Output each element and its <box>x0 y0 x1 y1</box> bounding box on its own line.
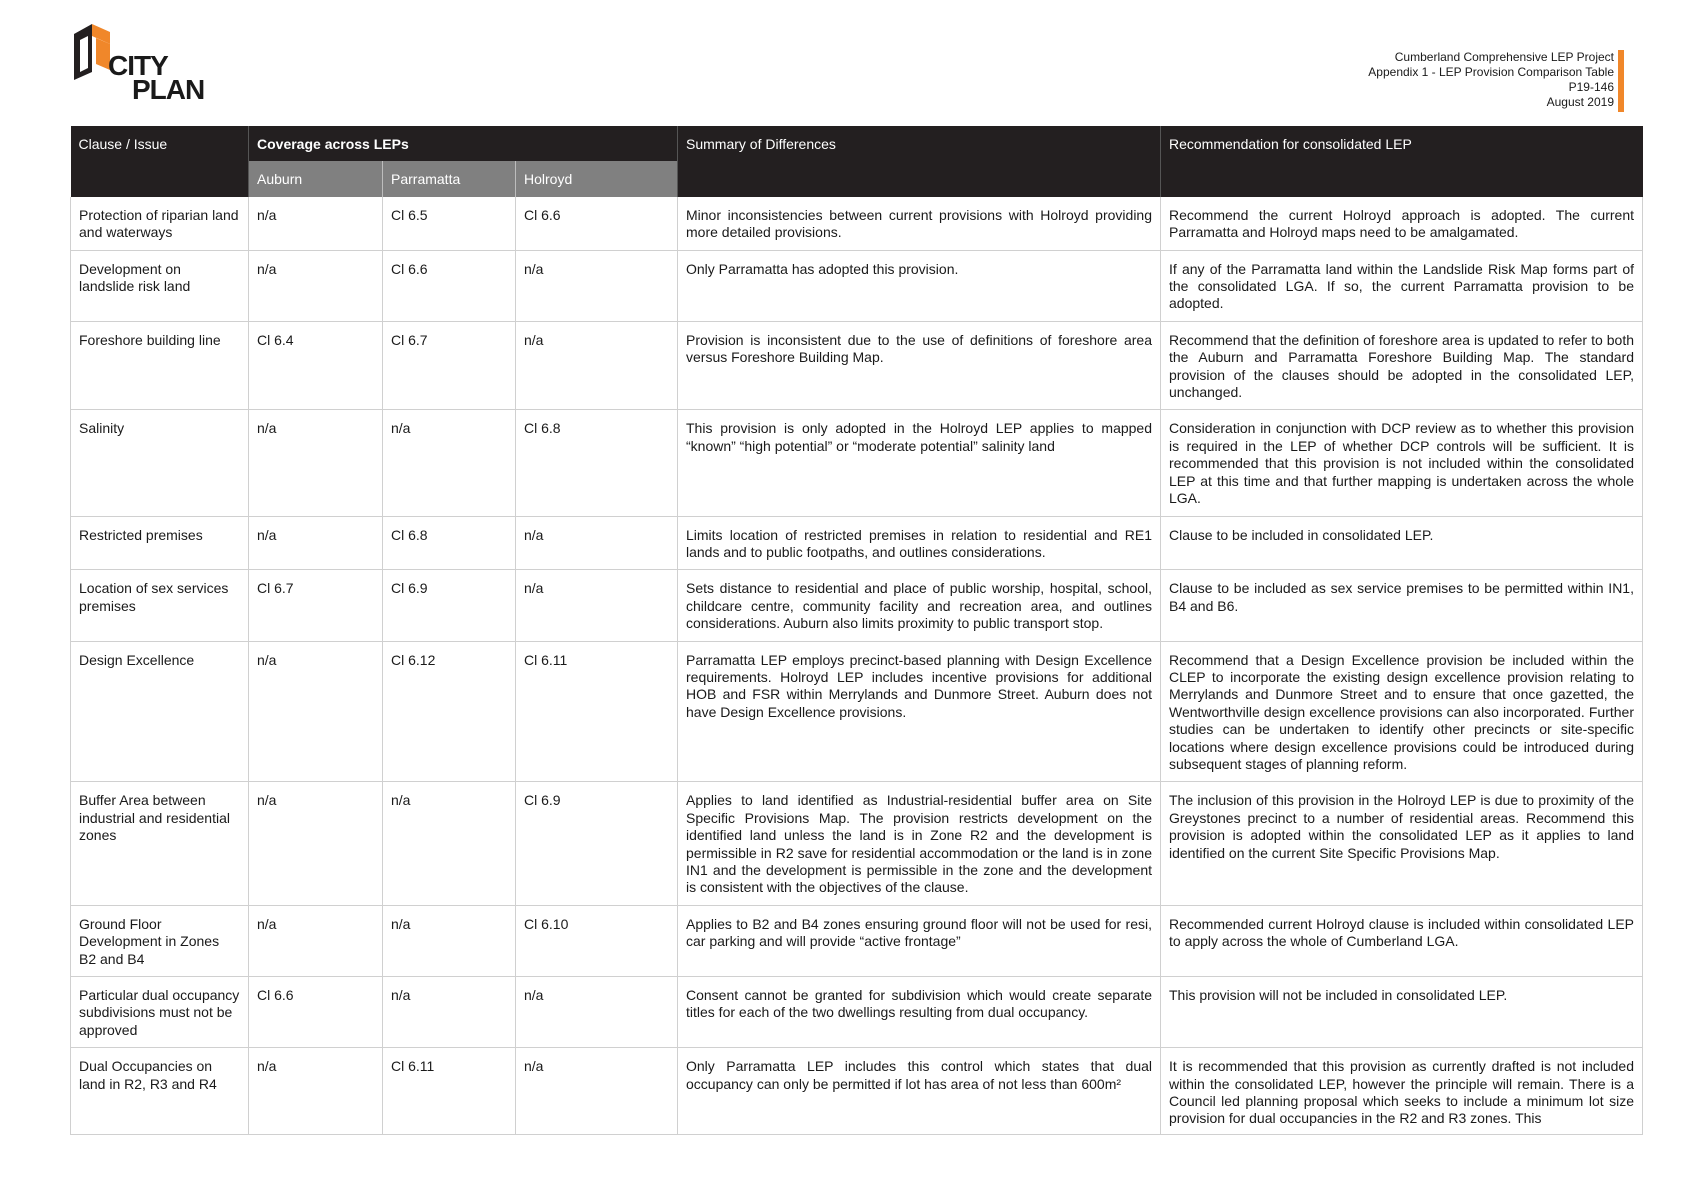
parramatta-cell <box>383 1048 516 1135</box>
document-date: August 2019 <box>1546 95 1614 109</box>
clause-cell: Salinity <box>71 410 249 516</box>
parramatta-cell: Cl 6.6 <box>383 250 516 321</box>
auburn-cell <box>249 1048 383 1135</box>
header-holroyd: Holroyd <box>516 161 678 196</box>
holroyd-cell: n/a <box>516 321 678 410</box>
auburn-cell: n/a <box>249 516 383 570</box>
accent-bar <box>1618 50 1624 112</box>
auburn-cell: n/a <box>249 250 383 321</box>
clause-text: Dual Occupancies on land in R2, R3 and R4 <box>79 1058 217 1092</box>
parramatta-cell: n/a <box>383 905 516 976</box>
recommendation-cell: This provision will not be included in consolidated LEP. <box>1161 977 1643 1048</box>
summary-cell: Applies to land identified as Industrial-residential buffer area on Site Specific Provisions Map. The provision restricts development on the identified land unless the land is in Zone R2 and the development is permissible in R2 save for residential accommodation or the land is in zone IN1 and the development is permissible in the zone and the development is consistent with the objectives of the clause. <box>678 782 1161 905</box>
auburn-cell: n/a <box>249 905 383 976</box>
holroyd-cell: n/a <box>516 250 678 321</box>
summary-cell: Applies to B2 and B4 zones ensuring ground floor will not be used for resi, car parking and will provide “active frontage” <box>678 905 1161 976</box>
recommendation-cell <box>1161 1048 1643 1135</box>
clause-cell: Buffer Area between industrial and residential zones <box>71 782 249 905</box>
summary-cell: This provision is only adopted in the Holroyd LEP applies to mapped “known” “high potential” or “moderate potential” salinity land <box>678 410 1161 516</box>
summary-cell: Limits location of restricted premises in relation to residential and RE1 lands and to public footpaths, and outlines considerations. <box>678 516 1161 570</box>
parramatta-cell: Cl 6.7 <box>383 321 516 410</box>
recommendation-cell: Clause to be included in consolidated LEP. <box>1161 516 1643 570</box>
table-row <box>71 516 1643 570</box>
holroyd-cell: Cl 6.10 <box>516 905 678 976</box>
summary-cell: Consent cannot be granted for subdivision which would create separate titles for each of the two dwellings resulting from dual occupancy. <box>678 977 1161 1048</box>
auburn-cell: Cl 6.7 <box>249 570 383 641</box>
clause-cell: Protection of riparian land and waterways <box>71 197 249 250</box>
logo-text-plan: PLAN <box>132 74 205 105</box>
summary-cell: Minor inconsistencies between current provisions with Holroyd providing more detailed provisions. <box>678 197 1161 250</box>
auburn-text: n/a <box>257 1058 277 1075</box>
table-row <box>71 905 1643 976</box>
holroyd-cell: n/a <box>516 516 678 570</box>
project-name: Cumberland Comprehensive LEP Project <box>1394 50 1614 64</box>
parramatta-cell: n/a <box>383 782 516 905</box>
clause-cell: Ground Floor Development in Zones B2 and B4 <box>71 905 249 976</box>
parramatta-cell: Cl 6.5 <box>383 197 516 250</box>
recommendation-cell: Recommend that a Design Excellence provision be included within the CLEP to incorporate the existing design excellence provision relating to Merrylands and Dunmore Street and to ensure that once gazetted, the Wentworthville design excellence provisions can also incorporated. Further studies can be undertaken to identify other precincts or site-specific locations where design excellence provisions could be introduced during subsequent stages of planning reform. <box>1161 641 1643 782</box>
table-row <box>71 197 1643 250</box>
table-row <box>71 321 1643 410</box>
summary-cell: Only Parramatta has adopted this provision. <box>678 250 1161 321</box>
parramatta-cell: n/a <box>383 410 516 516</box>
lep-comparison-table <box>70 126 1643 1135</box>
summary-cell: Provision is inconsistent due to the use of definitions of foreshore area versus Foreshore Building Map. <box>678 321 1161 410</box>
clause-cell: Restricted premises <box>71 516 249 570</box>
auburn-cell: n/a <box>249 197 383 250</box>
holroyd-cell: n/a <box>516 570 678 641</box>
auburn-cell: n/a <box>249 782 383 905</box>
table-row <box>71 570 1643 641</box>
header-summary: Summary of Differences <box>678 126 1161 197</box>
clause-cell: Location of sex services premises <box>71 570 249 641</box>
holroyd-text: n/a <box>524 1058 544 1075</box>
header-clause: Clause / Issue <box>71 126 249 197</box>
summary-text: Only Parramatta LEP includes this control which states that dual occupancy can only be permitted if lot has area of not less than 600m² <box>686 1058 1152 1092</box>
parramatta-cell: Cl 6.8 <box>383 516 516 570</box>
summary-cell: Sets distance to residential and place of public worship, hospital, school, childcare centre, community facility and recreation area, and outlines considerations. Auburn also limits proximity to public transport stop. <box>678 570 1161 641</box>
summary-cell: Parramatta LEP employs precinct-based planning with Design Excellence requirements. Holroyd LEP includes incentive provisions for additional HOB and FSR within Merrylands and Dunmore Street. Auburn does not have Design Excellence provisions. <box>678 641 1161 782</box>
header-recommendation: Recommendation for consolidated LEP <box>1161 126 1643 197</box>
document-header-info <box>1368 50 1624 110</box>
recommendation-text: It is recommended that this provision as currently drafted is not included within the consolidated LEP, however the principle will remain. There is a Council led planning proposal which seeks to include a minimum lot size provision for dual occupancies in the R2 and R3 zones. This <box>1169 1058 1634 1127</box>
parramatta-cell: n/a <box>383 977 516 1048</box>
table-row <box>71 641 1643 782</box>
table-row <box>71 410 1643 516</box>
table-row <box>71 1048 1643 1135</box>
table-header-row <box>71 126 1643 161</box>
header-auburn: Auburn <box>249 161 383 196</box>
appendix-title: Appendix 1 - LEP Provision Comparison Table <box>1368 65 1614 79</box>
summary-cell <box>678 1048 1161 1135</box>
holroyd-cell: n/a <box>516 977 678 1048</box>
clause-cell: Foreshore building line <box>71 321 249 410</box>
clause-cell <box>71 1048 249 1135</box>
recommendation-cell: Clause to be included as sex service premises to be permitted within IN1, B4 and B6. <box>1161 570 1643 641</box>
holroyd-cell <box>516 1048 678 1135</box>
table-row <box>71 250 1643 321</box>
auburn-cell: n/a <box>249 641 383 782</box>
clause-cell: Design Excellence <box>71 641 249 782</box>
header-coverage: Coverage across LEPs <box>249 126 678 161</box>
clause-cell: Development on landslide risk land <box>71 250 249 321</box>
parramatta-cell: Cl 6.9 <box>383 570 516 641</box>
auburn-cell: Cl 6.4 <box>249 321 383 410</box>
holroyd-cell: Cl 6.9 <box>516 782 678 905</box>
auburn-cell: n/a <box>249 410 383 516</box>
holroyd-cell: Cl 6.6 <box>516 197 678 250</box>
table-row <box>71 977 1643 1048</box>
logo-text-city: CITY <box>108 50 168 81</box>
cityplan-logo <box>70 22 230 112</box>
recommendation-cell: Recommended current Holroyd clause is included within consolidated LEP to apply across the whole of Cumberland LGA. <box>1161 905 1643 976</box>
recommendation-cell: Consideration in conjunction with DCP review as to whether this provision is required in the LEP of whether DCP controls will be sufficient. It is recommended that this provision is not included within the consolidated LEP at this time and that further mapping is undertaken across the whole LGA. <box>1161 410 1643 516</box>
parramatta-cell: Cl 6.12 <box>383 641 516 782</box>
parramatta-text: Cl 6.11 <box>391 1058 435 1075</box>
header-parramatta: Parramatta <box>383 161 516 196</box>
holroyd-cell: Cl 6.8 <box>516 410 678 516</box>
project-ref: P19-146 <box>1568 80 1614 94</box>
recommendation-cell: Recommend the current Holroyd approach is adopted. The current Parramatta and Holroyd maps need to be amalgamated. <box>1161 197 1643 250</box>
holroyd-cell: Cl 6.11 <box>516 641 678 782</box>
clause-cell: Particular dual occupancy subdivisions must not be approved <box>71 977 249 1048</box>
table-row <box>71 782 1643 905</box>
auburn-cell: Cl 6.6 <box>249 977 383 1048</box>
recommendation-cell: Recommend that the definition of foreshore area is updated to refer to both the Auburn and Parramatta Foreshore Building Map. The standard provision of the clauses should be adopted in the consolidated LEP, unchanged. <box>1161 321 1643 410</box>
recommendation-cell: The inclusion of this provision in the Holroyd LEP is due to proximity of the Greystones precinct to a number of residential areas. Recommend this provision is adopted within the consolidated LEP as it applies to land identified on the current Site Specific Provisions Map. <box>1161 782 1643 905</box>
recommendation-cell: If any of the Parramatta land within the Landslide Risk Map forms part of the consolidated LGA. If so, the current Parramatta provision to be adopted. <box>1161 250 1643 321</box>
